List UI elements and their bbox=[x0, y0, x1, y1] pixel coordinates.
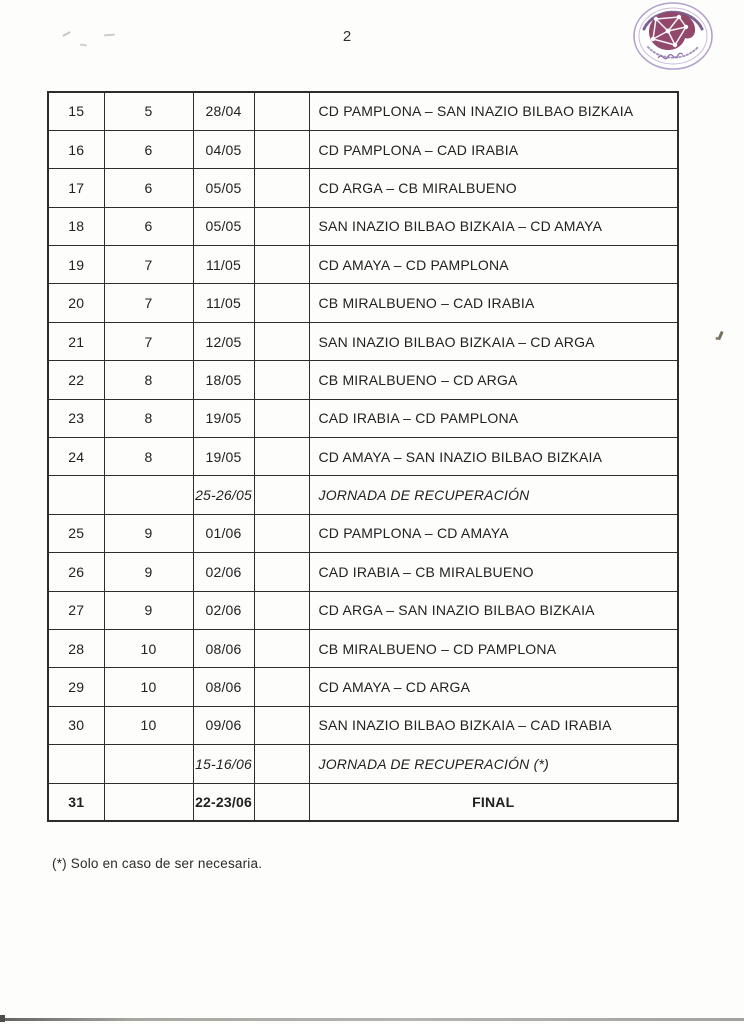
cell-num: 22 bbox=[48, 361, 104, 399]
pencil-mark bbox=[104, 34, 115, 37]
table-row bbox=[48, 361, 678, 399]
cell-date: 04/05 bbox=[193, 130, 254, 168]
cell-blank bbox=[254, 783, 309, 821]
cell-blank bbox=[254, 629, 309, 667]
cell-date: 19/05 bbox=[193, 438, 254, 476]
cell-date: 01/06 bbox=[193, 514, 254, 552]
cell-match: CAD IRABIA – CD PAMPLONA bbox=[309, 399, 678, 437]
cell-blank bbox=[254, 246, 309, 284]
table-row bbox=[48, 783, 678, 821]
table-row bbox=[48, 706, 678, 744]
table-row bbox=[48, 399, 678, 437]
cell-date: 02/06 bbox=[193, 591, 254, 629]
table-row bbox=[48, 169, 678, 207]
cell-match: CD ARGA – CB MIRALBUENO bbox=[309, 169, 678, 207]
cell-date: 11/05 bbox=[193, 284, 254, 322]
federation-stamp-logo bbox=[630, 1, 716, 73]
scan-bottom-edge bbox=[0, 1018, 744, 1021]
cell-blank bbox=[254, 745, 309, 783]
cell-date: 22-23/06 bbox=[193, 783, 254, 821]
cell-date: 19/05 bbox=[193, 399, 254, 437]
cell-jornada: 8 bbox=[104, 438, 193, 476]
cell-blank bbox=[254, 130, 309, 168]
scan-corner-artifact bbox=[0, 1015, 5, 1022]
cell-jornada: 7 bbox=[104, 246, 193, 284]
stray-ink-mark bbox=[717, 331, 723, 340]
cell-match: JORNADA DE RECUPERACIÓN bbox=[309, 476, 678, 514]
cell-blank bbox=[254, 706, 309, 744]
cell-num: 28 bbox=[48, 629, 104, 667]
cell-match: CD AMAYA – CD PAMPLONA bbox=[309, 246, 678, 284]
cell-jornada: 10 bbox=[104, 629, 193, 667]
cell-date: 05/05 bbox=[193, 207, 254, 245]
cell-match: CD AMAYA – SAN INAZIO BILBAO BIZKAIA bbox=[309, 438, 678, 476]
table-row bbox=[48, 745, 678, 783]
cell-num: 18 bbox=[48, 207, 104, 245]
cell-num: 26 bbox=[48, 553, 104, 591]
pencil-mark bbox=[80, 44, 87, 47]
cell-num: 19 bbox=[48, 246, 104, 284]
pencil-mark bbox=[62, 31, 71, 37]
cell-num: 30 bbox=[48, 706, 104, 744]
cell-blank bbox=[254, 92, 309, 130]
cell-jornada: 6 bbox=[104, 207, 193, 245]
cell-blank bbox=[254, 668, 309, 706]
table-row bbox=[48, 246, 678, 284]
cell-match: SAN INAZIO BILBAO BIZKAIA – CD AMAYA bbox=[309, 207, 678, 245]
cell-num: 17 bbox=[48, 169, 104, 207]
cell-match: CD PAMPLONA – SAN INAZIO BILBAO BIZKAIA bbox=[309, 92, 678, 130]
page-number: 2 bbox=[342, 28, 352, 45]
cell-match: CD PAMPLONA – CD AMAYA bbox=[309, 514, 678, 552]
cell-match: CB MIRALBUENO – CAD IRABIA bbox=[309, 284, 678, 322]
table-row bbox=[48, 438, 678, 476]
cell-match: CD PAMPLONA – CAD IRABIA bbox=[309, 130, 678, 168]
cell-num: 25 bbox=[48, 514, 104, 552]
cell-date: 08/06 bbox=[193, 668, 254, 706]
cell-jornada: 10 bbox=[104, 668, 193, 706]
cell-blank bbox=[254, 399, 309, 437]
table-row bbox=[48, 668, 678, 706]
cell-blank bbox=[254, 322, 309, 360]
cell-jornada: 9 bbox=[104, 514, 193, 552]
cell-match: CAD IRABIA – CB MIRALBUENO bbox=[309, 553, 678, 591]
cell-blank bbox=[254, 207, 309, 245]
cell-num: 27 bbox=[48, 591, 104, 629]
cell-num: 23 bbox=[48, 399, 104, 437]
cell-num: 24 bbox=[48, 438, 104, 476]
table-row bbox=[48, 591, 678, 629]
cell-match: SAN INAZIO BILBAO BIZKAIA – CD ARGA bbox=[309, 322, 678, 360]
cell-date: 12/05 bbox=[193, 322, 254, 360]
cell-blank bbox=[254, 438, 309, 476]
cell-num: 20 bbox=[48, 284, 104, 322]
cell-blank bbox=[254, 514, 309, 552]
cell-match: CB MIRALBUENO – CD PAMPLONA bbox=[309, 629, 678, 667]
cell-jornada: 10 bbox=[104, 706, 193, 744]
cell-date: 08/06 bbox=[193, 629, 254, 667]
cell-match: SAN INAZIO BILBAO BIZKAIA – CAD IRABIA bbox=[309, 706, 678, 744]
table-row bbox=[48, 322, 678, 360]
cell-blank bbox=[254, 284, 309, 322]
cell-match: CB MIRALBUENO – CD ARGA bbox=[309, 361, 678, 399]
cell-jornada: 6 bbox=[104, 169, 193, 207]
cell-date: 15-16/06 bbox=[193, 745, 254, 783]
cell-num: 21 bbox=[48, 322, 104, 360]
cell-blank bbox=[254, 169, 309, 207]
stamp-icon bbox=[630, 1, 716, 73]
cell-date: 02/06 bbox=[193, 553, 254, 591]
schedule-table-body bbox=[48, 92, 678, 821]
cell-num bbox=[48, 745, 104, 783]
cell-jornada: 8 bbox=[104, 361, 193, 399]
cell-blank bbox=[254, 476, 309, 514]
table-row bbox=[48, 284, 678, 322]
table-row bbox=[48, 629, 678, 667]
cell-blank bbox=[254, 553, 309, 591]
cell-match: CD ARGA – SAN INAZIO BILBAO BIZKAIA bbox=[309, 591, 678, 629]
cell-blank bbox=[254, 361, 309, 399]
table-row bbox=[48, 207, 678, 245]
cell-jornada: 9 bbox=[104, 591, 193, 629]
cell-num: 31 bbox=[48, 783, 104, 821]
cell-date: 18/05 bbox=[193, 361, 254, 399]
footnote: (*) Solo en caso de ser necesaria. bbox=[52, 856, 263, 871]
cell-num: 16 bbox=[48, 130, 104, 168]
cell-jornada bbox=[104, 783, 193, 821]
cell-jornada: 6 bbox=[104, 130, 193, 168]
match-schedule-table bbox=[47, 91, 679, 822]
table-row bbox=[48, 476, 678, 514]
cell-blank bbox=[254, 591, 309, 629]
cell-match: JORNADA DE RECUPERACIÓN (*) bbox=[309, 745, 678, 783]
cell-date: 11/05 bbox=[193, 246, 254, 284]
cell-num: 29 bbox=[48, 668, 104, 706]
cell-jornada bbox=[104, 745, 193, 783]
cell-date: 09/06 bbox=[193, 706, 254, 744]
cell-match: CD AMAYA – CD ARGA bbox=[309, 668, 678, 706]
cell-jornada: 5 bbox=[104, 92, 193, 130]
cell-date: 25-26/05 bbox=[193, 476, 254, 514]
cell-match: FINAL bbox=[309, 783, 678, 821]
cell-jornada: 7 bbox=[104, 284, 193, 322]
cell-date: 28/04 bbox=[193, 92, 254, 130]
cell-jornada: 9 bbox=[104, 553, 193, 591]
table-row bbox=[48, 92, 678, 130]
cell-jornada: 8 bbox=[104, 399, 193, 437]
cell-num: 15 bbox=[48, 92, 104, 130]
table-row bbox=[48, 553, 678, 591]
cell-jornada bbox=[104, 476, 193, 514]
cell-num bbox=[48, 476, 104, 514]
table-row bbox=[48, 130, 678, 168]
cell-date: 05/05 bbox=[193, 169, 254, 207]
cell-jornada: 7 bbox=[104, 322, 193, 360]
table-row bbox=[48, 514, 678, 552]
